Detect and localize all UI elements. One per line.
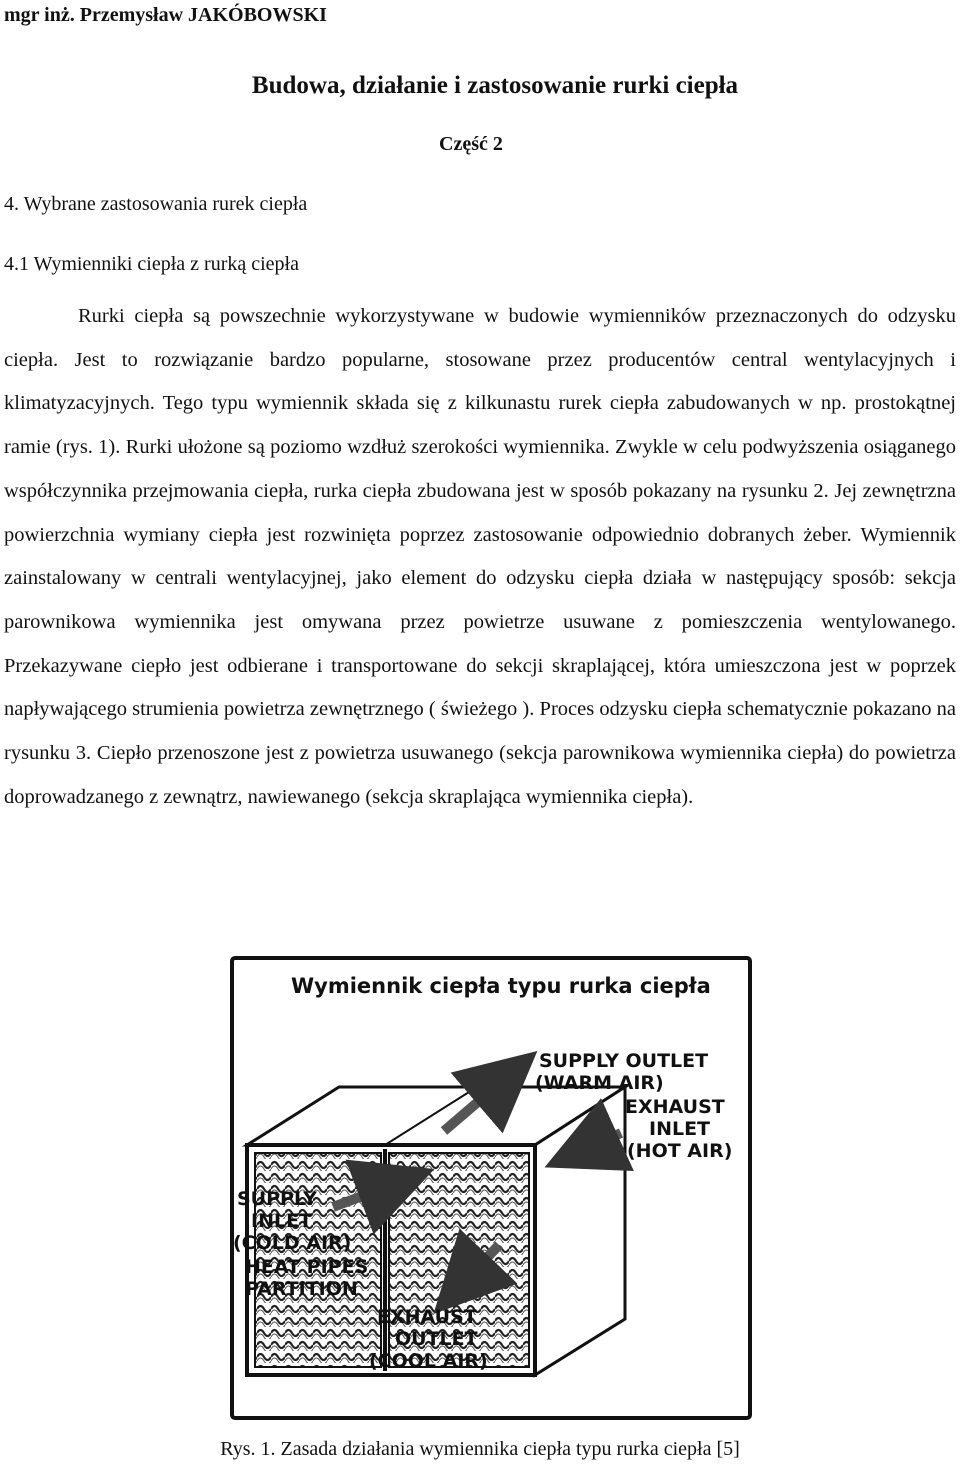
document-title: Budowa, działanie i zastosowanie rurki ciepła	[251, 72, 739, 99]
label-supply-inlet-1: SUPPLY	[237, 1188, 317, 1210]
label-supply-outlet-1: SUPPLY OUTLET	[539, 1050, 709, 1072]
label-exhaust-outlet-3: (COOL AIR)	[369, 1350, 488, 1372]
author-line: mgr inż. Przemysław JAKÓBOWSKI	[4, 4, 327, 26]
part-label: Część 2	[439, 133, 503, 155]
label-heat-pipes-2: PARTITION	[245, 1278, 358, 1300]
document-title-wrap	[0, 72, 960, 100]
section-heading: 4. Wybrane zastosowania rurek ciepła	[4, 193, 308, 215]
label-supply-inlet-3: (COLD AIR)	[233, 1232, 352, 1254]
figure-drawing	[229, 955, 753, 1425]
heat-pipe-exchanger-figure	[229, 955, 753, 1425]
label-exhaust-outlet-1: EXHAUST	[377, 1306, 477, 1328]
body-paragraph: Rurki ciepła są powszechnie wykorzystywane w budowie wymienników przeznaczonych do odzysku ciepła. Jest to rozwiązanie bardzo popularne, stosowane przez producentów central wentylacyjnych i klimatyzacyjnych. Tego typu wymiennik składa się z kilkunastu rurek ciepła zabudowanych w np. prostokątnej ramie (rys. 1). Rurki ułożone są poziomo wzdłuż szerokości wymiennika. Zwykle w celu podwyższenia osiąganego współczynnika przejmowania ciepła, rurka ciepła zbudowana jest w sposób pokazany na rysunku 2. Jej zewnętrzna powierzchnia wymiany ciepła jest rozwinięta poprzez zastosowanie odpowiednio dobranych żeber. Wymiennik zainstalowany w centrali wentylacyjnej, jako element do odzysku ciepła działa w następujący sposób: sekcja parownikowa wymiennika jest omywana przez powietrze usuwane z pomieszczenia wentylowanego. Przekazywane ciepło jest odbierane i transportowane do sekcji skraplającej, która umieszczona jest w poprzek napływającego strumienia powietrza zewnętrznego ( świeżego ). Proces odzysku ciepła schematycznie pokazano na rysunku 3. Ciepło przenoszone jest z powietrza usuwanego (sekcja parownikowa wymiennika ciepła) do powietrza doprowadzanego z zewnątrz, nawiewanego (sekcja skraplająca wymiennika ciepła).	[4, 305, 956, 808]
label-exhaust-inlet-1: EXHAUST	[625, 1096, 725, 1118]
figure-caption: Rys. 1. Zasada działania wymiennika ciepła typu rurka ciepła [5]	[220, 1438, 740, 1460]
label-exhaust-inlet-2: INLET	[649, 1118, 711, 1140]
label-heat-pipes-1: HEAT PIPES	[245, 1256, 369, 1278]
label-supply-outlet-2: (WARM AIR)	[535, 1072, 664, 1094]
figure-title: Wymiennik ciepła typu rurka ciepła	[291, 974, 711, 998]
body-text	[4, 295, 956, 819]
label-exhaust-inlet-3: (HOT AIR)	[627, 1140, 733, 1162]
subsection-heading: 4.1 Wymienniki ciepła z rurką ciepła	[4, 253, 299, 275]
label-supply-inlet-2: INLET	[251, 1210, 313, 1232]
label-exhaust-outlet-2: OUTLET	[395, 1328, 478, 1350]
